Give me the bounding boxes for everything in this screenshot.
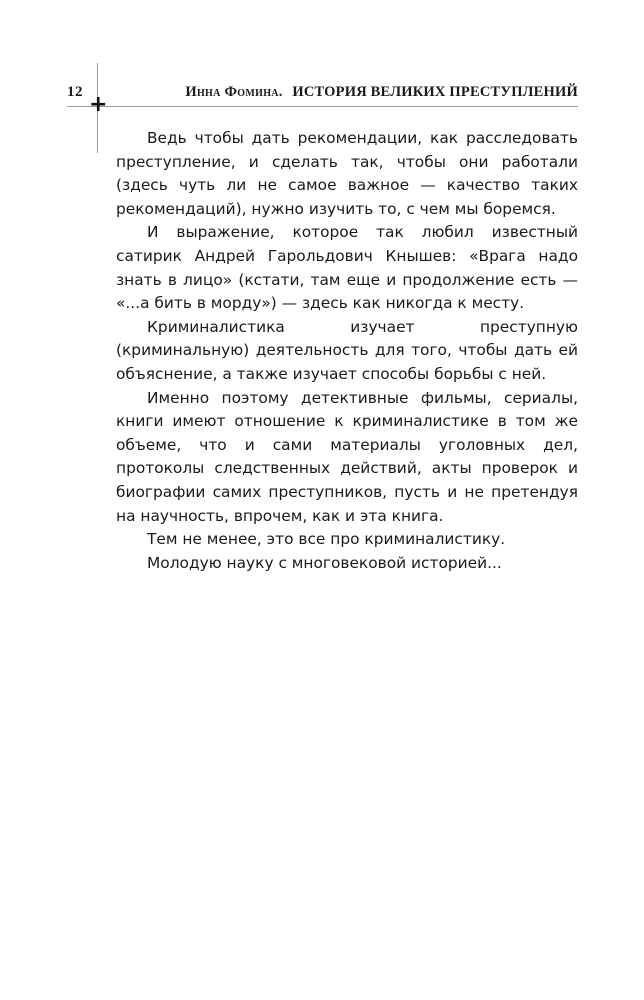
running-header xyxy=(0,0,644,120)
running-title xyxy=(185,84,578,101)
paragraph: И выражение, которое так любил известный сатирик Андрей Гарольдович Кнышев: «Врага надо знать в лицо» (кстати, там еще и продолжение есть — «...а бить в морду») — здесь как никогда к месту. xyxy=(116,223,578,313)
paragraph: Именно поэтому детективные фильмы, сериалы, книги имеют отношение к криминалистике в том же объеме, что и сами материалы уголовных дел, протоколы следственных действий, акты проверок и биографии самих преступников, пусть и не претендуя на научность, впрочем, как и эта книга. xyxy=(116,388,578,525)
page-number: 12 xyxy=(67,84,83,100)
paragraph: Тем не менее, это все про криминалистику. xyxy=(147,530,506,549)
paragraph: Ведь чтобы дать рекомендации, как расследовать преступление, и сделать так, чтобы они работали (здесь чуть ли не самое важное — качество таких рекомендаций), нужно изучить то, с чем мы боремся. xyxy=(116,129,578,218)
body-text xyxy=(116,127,578,575)
paragraph: Криминалистика изучает преступную (криминальную) деятельность для того, чтобы дать ей объяснение, а также изучает способы борьбы с ней. xyxy=(116,317,578,383)
paragraph: Молодую науку с многовековой историей... xyxy=(147,553,502,572)
header-rule xyxy=(67,106,578,107)
header-author: Инна Фомина. xyxy=(185,84,283,100)
crop-mark-icon: + xyxy=(89,92,108,117)
header-book-title: ИСТОРИЯ ВЕЛИКИХ ПРЕСТУПЛЕНИЙ xyxy=(292,84,578,100)
